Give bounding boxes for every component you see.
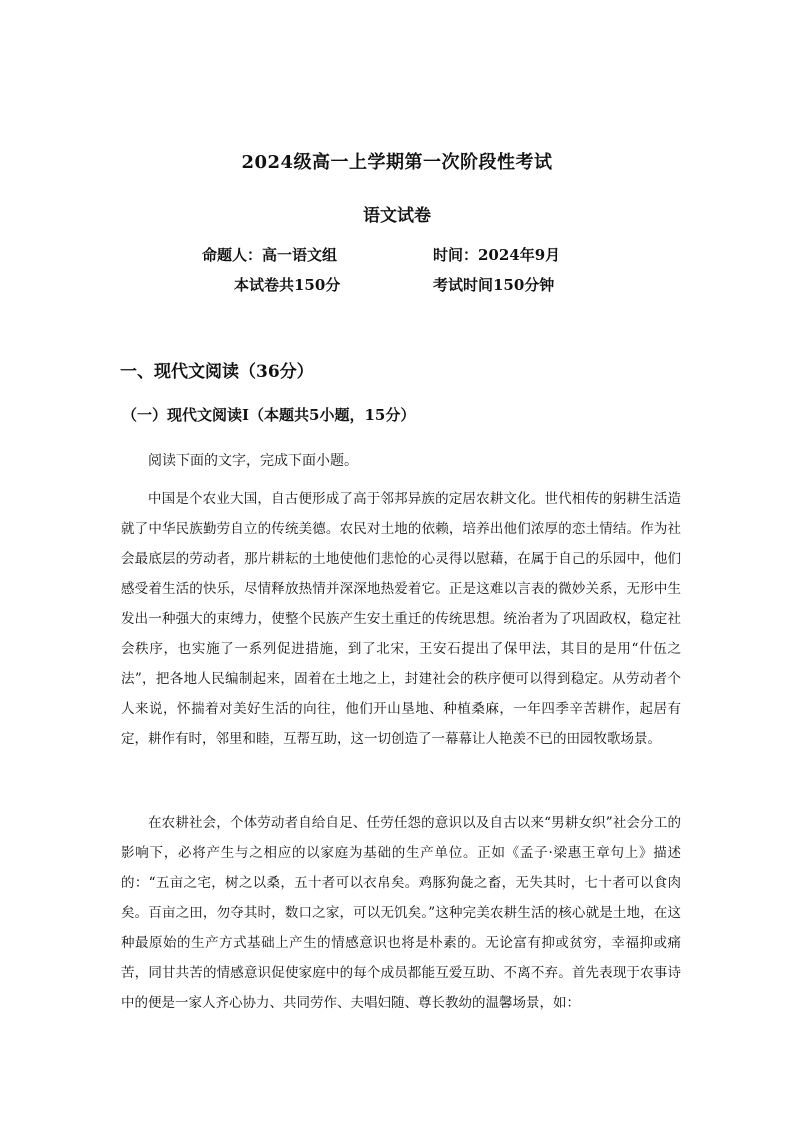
passage-paragraph-2: 在农耕社会，个体劳动者自给自足、任劳任怨的意识以及自古以来“男耕女织”社会分工的影响下，必将产生与之相应的以家庭为基础的生产单位。正如《孟子·梁惠王章句上》描述的：“五亩之宅，树之以桑，五十者可以衣帛矣。鸡豚狗彘之畜，无失其时，七十者可以食肉矣。百亩之田，勿夺其时，数口之家，可以无饥矣。”这种完美农耕生活的核心就是土地，在这种最原始的生产方式基础上产生的情感意识也将是朴素的。无论富有抑或贫穷，幸福抑或痛苦，同甘共苦的情感意识促使家庭中的每个成员都能互爱互助、不离不弃。首先表现于农事诗中的便是一家人齐心协力、共同劳作、夫唱妇随、尊长教幼的温馨场景，如：: [121, 815, 681, 1011]
reading-instruction: 阅读下面的文字，完成下面小题。: [148, 453, 358, 469]
exam-author: 命题人：高一语文组: [202, 246, 338, 264]
exam-duration: 考试时间150分钟: [433, 276, 555, 294]
exam-title: 2024级高一上学期第一次阶段性考试: [241, 152, 553, 173]
exam-date: 时间：2024年9月: [433, 246, 561, 264]
exam-total-score: 本试卷共150分: [234, 276, 341, 294]
passage-paragraph-1: 中国是个农业大国，自古便形成了高于邻邦异族的定居农耕文化。世代相传的躬耕生活造就了中华民族勤劳自立的传统美德。农民对土地的依赖，培养出他们浓厚的恋土情结。作为社会最底层的劳动者，那片耕耘的土地使他们悲怆的心灵得以慰藉，在属于自己的乐园中，他们感受着生活的快乐，尽情释放热情并深深地热爱着它。正是这难以言表的微妙关系，无形中生发出一种强大的束缚力，使整个民族产生安土重迁的传统思想。统治者为了巩固政权，稳定社会秩序，也实施了一系列促进措施，到了北宋，王安石提出了保甲法，其目的是用“什伍之法”，把各地人民编制起来，固着在土地之上，封建社会的秩序便可以得到稳定。从劳动者个人来说，怀揣着对美好生活的向往，他们开山垦地、种植桑麻，一年四季辛苦耕作，起居有定，耕作有时，邻里和睦，互帮互助，这一切创造了一幕幕让人艳羡不已的田园牧歌场景。: [121, 491, 681, 747]
exam-subtitle: 语文试卷: [363, 206, 431, 226]
section-title: 一、现代文阅读（36分）: [120, 362, 314, 382]
subsection-title: （一）现代文阅读Ⅰ（本题共5小题，15分）: [122, 406, 416, 424]
